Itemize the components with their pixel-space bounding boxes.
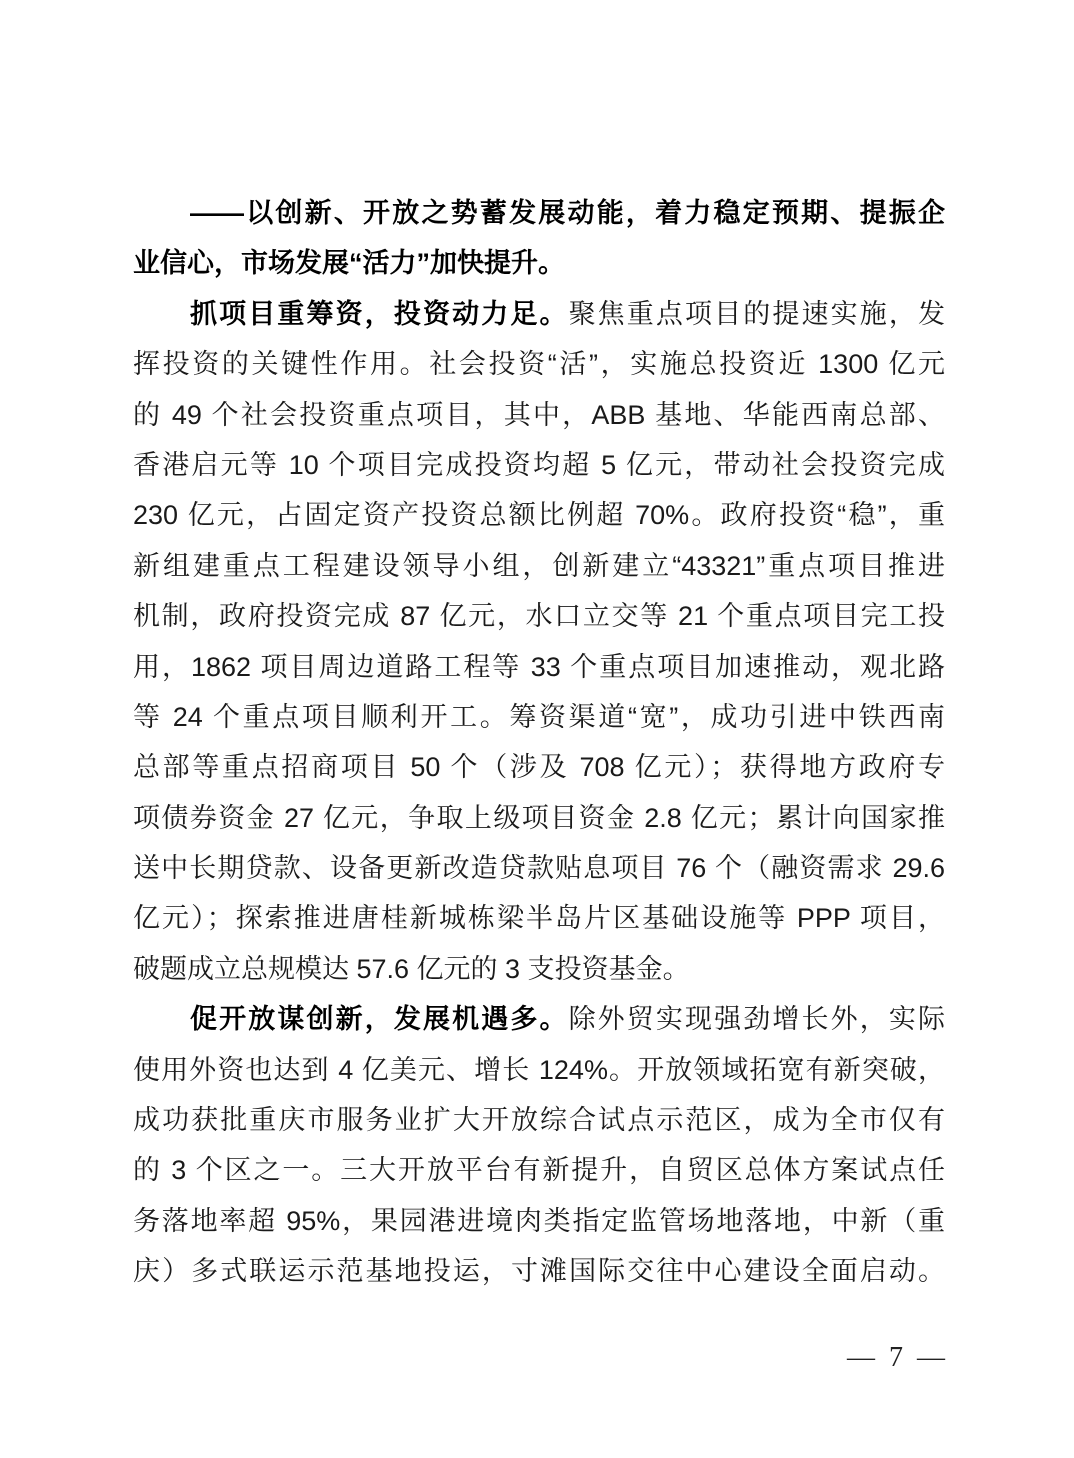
para-investment-line-6: 新组建重点工程建设领导小组，创新建立“43321”重点项目推进	[133, 550, 945, 581]
document-body	[133, 188, 945, 1297]
para-opening-line-4: 的 3 个区之一。三大开放平台有新提升，自贸区总体方案试点任	[133, 1155, 945, 1186]
para-opening-line-3: 成功获批重庆市服务业扩大开放综合试点示范区，成为全市仅有	[133, 1105, 945, 1136]
page-number: — 7 —	[847, 1342, 945, 1373]
para-opening-line-5: 务落地率超 95%，果园港进境肉类指定监管场地落地，中新（重	[133, 1205, 945, 1236]
para-investment-lead: 抓项目重筹资，投资动力足。	[190, 298, 569, 329]
para-investment-line-8: 用，1862 项目周边道路工程等 33 个重点项目加速推动，观北路	[133, 651, 945, 682]
para-investment-line-5: 230 亿元，占固定资产投资总额比例超 70%。政府投资“稳”，重	[133, 500, 945, 531]
section-heading-line-1: ——以创新、开放之势蓄发展动能，着力稳定预期、提振企	[190, 198, 945, 228]
para-investment-line-4: 香港启元等 10 个项目完成投资均超 5 亿元，带动社会投资完成	[133, 449, 945, 480]
section-heading-line-2: 业信心，市场发展“活力”加快提升。	[133, 248, 565, 279]
para-investment-line-10: 总部等重点招商项目 50 个（涉及 708 亿元）；获得地方政府专	[133, 752, 945, 783]
para-investment-line-1	[133, 289, 945, 339]
para-investment-line-1-rest: 聚焦重点项目的提速实施，发	[568, 298, 945, 329]
para-opening-line-1	[133, 994, 945, 1044]
para-investment-line-13: 亿元）；探索推进唐桂新城栋梁半岛片区基础设施等 PPP 项目，	[133, 903, 945, 934]
para-opening-line-2: 使用外资也达到 4 亿美元、增长 124%。开放领域拓宽有新突破，	[133, 1054, 945, 1085]
para-investment-line-2: 挥投资的关键性作用。社会投资“活”，实施总投资近 1300 亿元	[133, 349, 945, 380]
para-investment-line-7: 机制，政府投资完成 87 亿元，水口立交等 21 个重点项目完工投	[133, 601, 945, 632]
para-investment-line-12: 送中长期贷款、设备更新改造贷款贴息项目 76 个（融资需求 29.6	[133, 853, 945, 884]
para-investment-line-11: 项债券资金 27 亿元，争取上级项目资金 2.8 亿元；累计向国家推	[133, 802, 945, 833]
para-investment-line-3: 的 49 个社会投资重点项目，其中，ABB 基地、华能西南总部、	[133, 399, 945, 430]
para-opening-line-6: 庆）多式联运示范基地投运，寸滩国际交往中心建设全面启动。	[133, 1256, 945, 1287]
para-investment-line-9: 等 24 个重点项目顺利开工。筹资渠道“宽”，成功引进中铁西南	[133, 701, 945, 732]
para-opening-line-1-rest: 除外贸实现强劲增长外，实际	[568, 1004, 945, 1035]
para-investment-line-14: 破题成立总规模达 57.6 亿元的 3 支投资基金。	[133, 953, 690, 984]
para-opening-lead: 促开放谋创新，发展机遇多。	[190, 1004, 569, 1035]
